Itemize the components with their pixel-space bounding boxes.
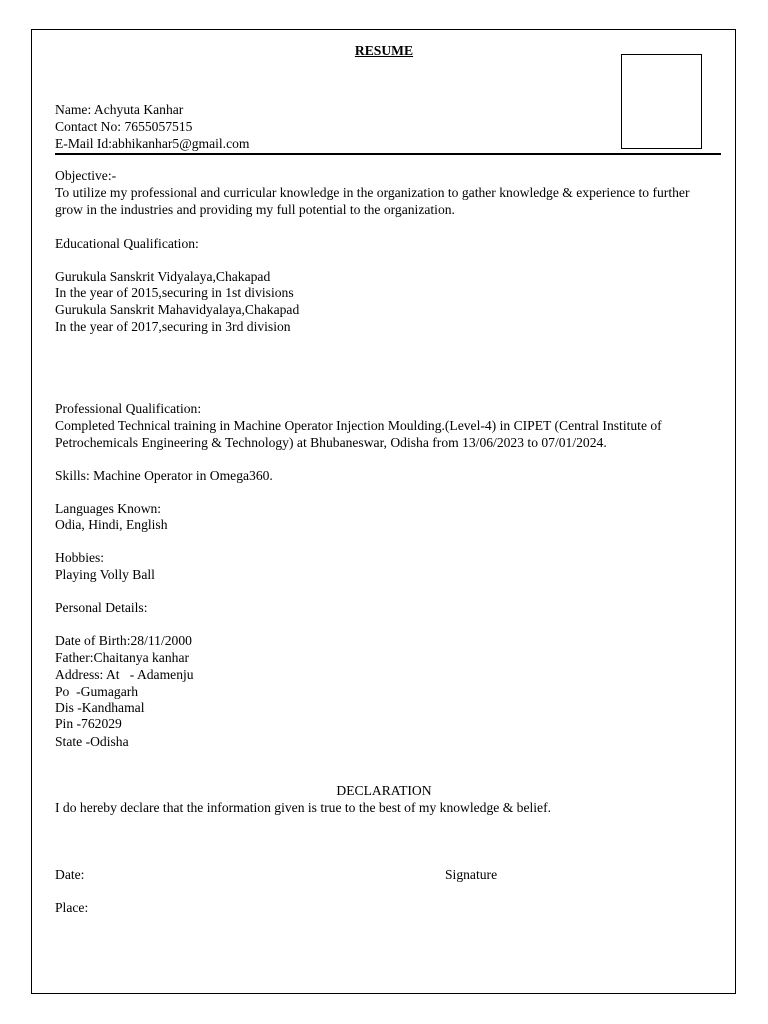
professional-line-2: Petrochemicals Engineering & Technology) at Bhubaneswar, Odisha from 13/06/2023 to 07/01/2024. (55, 435, 607, 450)
languages-heading: Languages Known: (55, 501, 162, 516)
objective-heading: Objective:- (55, 168, 117, 183)
hobbies-value: Playing Volly Ball (55, 567, 155, 582)
header-divider (55, 153, 721, 155)
date-label: Date: (55, 867, 85, 882)
education-heading: Educational Qualification: (55, 236, 199, 251)
education-line: Gurukula Sanskrit Mahavidyalaya,Chakapad (55, 302, 300, 317)
personal-line: Po -Gumagarh (55, 684, 139, 699)
personal-line: Pin -762029 (55, 716, 122, 731)
declaration-text: I do hereby declare that the information given is true to the best of my knowledge & belief. (55, 800, 552, 815)
place-label: Place: (55, 900, 89, 915)
personal-line: State -Odisha (55, 734, 129, 749)
education-line: In the year of 2015,securing in 1st divisions (55, 285, 294, 300)
hobbies-heading: Hobbies: (55, 550, 105, 565)
email-line: E-Mail Id:abhikanhar5@gmail.com (55, 136, 250, 151)
resume-title: RESUME (354, 43, 414, 58)
personal-line: Date of Birth:28/11/2000 (55, 633, 192, 648)
contact-line: Contact No: 7655057515 (55, 119, 193, 134)
personal-heading: Personal Details: (55, 600, 148, 615)
declaration-heading: DECLARATION (336, 783, 432, 798)
personal-line: Father:Chaitanya kanhar (55, 650, 189, 665)
photo-placeholder (621, 54, 702, 149)
skills-line: Skills: Machine Operator in Omega360. (55, 468, 273, 483)
name-line: Name: Achyuta Kanhar (55, 102, 184, 117)
signature-label: Signature (445, 867, 498, 882)
professional-line-1: Completed Technical training in Machine Operator Injection Moulding.(Level-4) in CIPET (Central Institute of (55, 418, 662, 433)
languages-value: Odia, Hindi, English (55, 517, 168, 532)
education-line: In the year of 2017,securing in 3rd division (55, 319, 291, 334)
objective-line-2: grow in the industries and providing my full potential to the organization. (55, 202, 455, 217)
personal-line: Address: At - Adamenju (55, 667, 194, 682)
education-line: Gurukula Sanskrit Vidyalaya,Chakapad (55, 269, 271, 284)
personal-line: Dis -Kandhamal (55, 700, 145, 715)
objective-line-1: To utilize my professional and curricular knowledge in the organization to gather knowledge & experience to further (55, 185, 690, 200)
professional-heading: Professional Qualification: (55, 401, 202, 416)
